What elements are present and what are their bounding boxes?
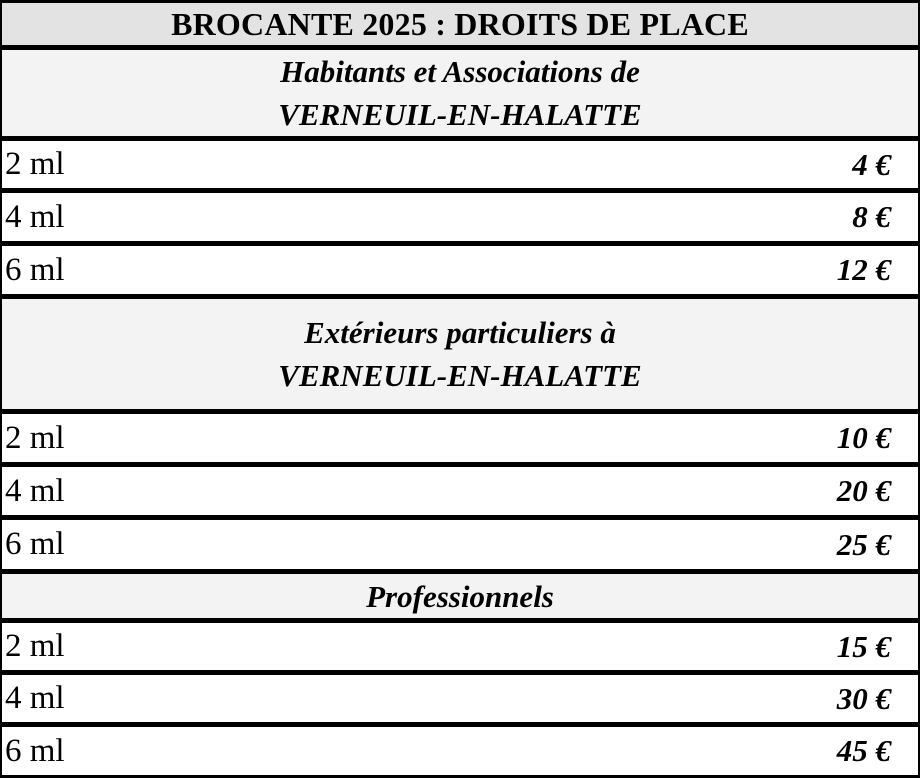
table-row [0,727,920,775]
price-cell: 10 € [836,420,891,455]
table-row [0,141,920,188]
table-row [0,520,920,569]
section-heading-line: VERNEUIL-EN-HALATTE [278,97,642,132]
size-cell: 4 ml [5,472,65,509]
section-header-professionals [0,574,920,618]
price-cell: 30 € [836,680,891,716]
size-cell: 4 ml [5,198,65,235]
price-cell: 8 € [852,199,891,234]
section-heading-line: Extérieurs particuliers à [304,315,616,350]
table-row [0,623,920,670]
price-cell: 45 € [836,733,891,768]
size-cell: 2 ml [5,628,65,664]
price-cell: 4 € [852,146,891,182]
table-row [0,246,920,294]
table-row [0,467,920,515]
price-cell: 12 € [836,252,891,287]
size-cell: 6 ml [5,732,65,769]
section-heading-line: Habitants et Associations de [280,54,640,89]
price-cell: 25 € [836,526,891,562]
table-row [0,414,920,462]
section-header-residents [0,50,920,136]
table-title: BROCANTE 2025 : DROITS DE PLACE [171,5,749,42]
size-cell: 4 ml [5,680,65,716]
table-title-row [0,3,920,45]
size-cell: 6 ml [5,526,65,562]
price-cell: 15 € [836,628,891,664]
size-cell: 2 ml [5,146,65,182]
section-heading-line: VERNEUIL-EN-HALATTE [278,358,642,393]
table-row [0,193,920,241]
section-header-outsiders [0,299,920,409]
table-row [0,675,920,722]
section-heading-line: Professionnels [366,578,554,614]
size-cell: 2 ml [5,419,65,456]
size-cell: 6 ml [5,251,65,288]
price-cell: 20 € [836,473,891,508]
